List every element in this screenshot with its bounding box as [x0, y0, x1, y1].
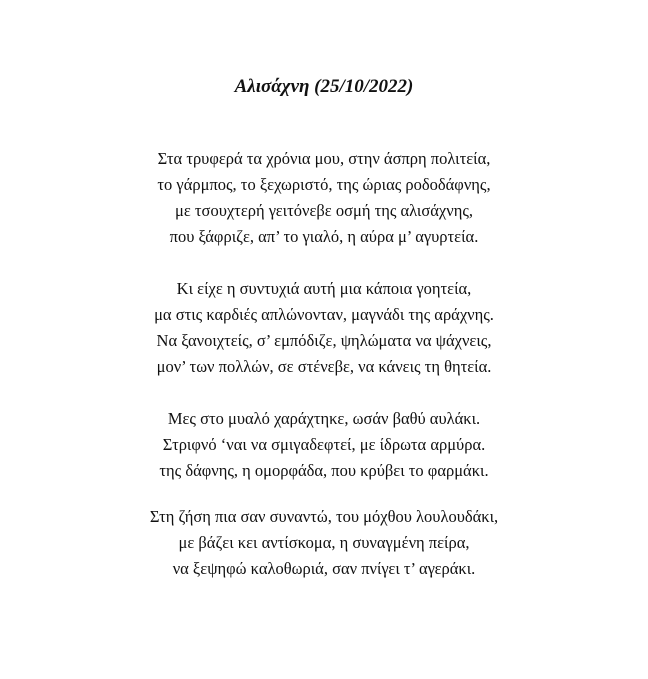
poem-line: Στριφνό ‘ναι να σμιγαδεφτεί, με ίδρωτα αρμύρα. — [162, 435, 486, 454]
poem-line: με βάζει κει αντίσκομα, η συναγμένη πείρα, — [178, 533, 470, 552]
poem-body — [0, 146, 648, 582]
poem-line: Μες στο μυαλό χαράχτηκε, ωσάν βαθύ αυλάκι. — [167, 409, 481, 428]
poem-line: της δάφνης, η ομορφάδα, που κρύβει το φαρμάκι. — [159, 461, 489, 480]
poem-line: Κι είχε η συντυχιά αυτή μια κάποια γοητεία, — [176, 279, 472, 298]
poem-line: να ξεψηφώ καλοθωριά, σαν πνίγει τ’ αγεράκι. — [172, 559, 476, 578]
poem-line: Να ξανοιχτείς, σ’ εμπόδιζε, ψηλώματα να ψάχνεις, — [156, 331, 492, 350]
poem-line: με τσουχτερή γειτόνεβε οσμή της αλισάχνης, — [175, 201, 473, 220]
poem-line: Στα τρυφερά τα χρόνια μου, στην άσπρη πολιτεία, — [157, 149, 491, 168]
stanza-3 — [0, 406, 648, 484]
poem-line: μον’ των πολλών, σε στένεβε, να κάνεις τη θητεία. — [156, 357, 492, 376]
stanza-4 — [0, 504, 648, 582]
poem-line: μα στις καρδιές απλώνονταν, μαγνάδι της αράχνης. — [154, 305, 494, 324]
poem-line: που ξάφριζε, απ’ το γιαλό, η αύρα μ’ αγυρτεία. — [169, 227, 479, 246]
stanza-2 — [0, 276, 648, 380]
poem-title: Αλισάχνη (25/10/2022) — [234, 76, 414, 97]
poem-line: το γάρμπος, το ξεχωριστό, της ώριας ροδοδάφνης, — [157, 175, 491, 194]
poem-line: Στη ζήση πια σαν συναντώ, του μόχθου λουλουδάκι, — [149, 507, 499, 526]
stanza-1 — [0, 146, 648, 250]
